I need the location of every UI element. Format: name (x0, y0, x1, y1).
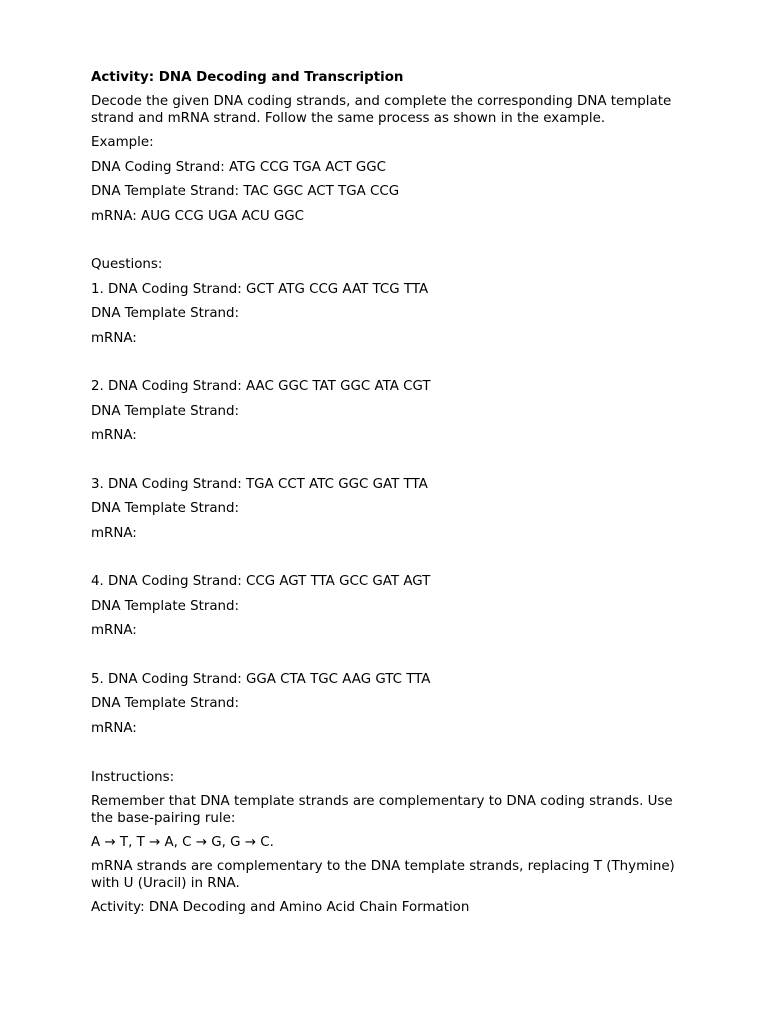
question-coding-strand: 4. DNA Coding Strand: CCG AGT TTA GCC GAT AGT (91, 574, 431, 590)
spacer (91, 550, 691, 574)
spacer (91, 648, 691, 672)
question-template-strand: DNA Template Strand: (91, 696, 240, 712)
question-mrna: mRNA: (91, 623, 137, 639)
question-template-strand: DNA Template Strand: (91, 501, 240, 517)
base-pairing-intro: Remember that DNA template strands are complementary to DNA coding strands. Use the base-pairing rule: (91, 793, 677, 826)
question-coding-strand: 1. DNA Coding Strand: GCT ATG CCG AAT TCG TTA (91, 281, 429, 297)
question-coding-strand: 3. DNA Coding Strand: TGA CCT ATC GGC GAT TTA (91, 476, 428, 492)
question-coding-strand: 2. DNA Coding Strand: AAC GGC TAT GGC ATA CGT (91, 379, 431, 395)
example-section (91, 135, 691, 225)
question-5 (91, 672, 691, 737)
document-title: Activity: DNA Decoding and Transcription (91, 70, 404, 85)
questions-heading: Questions: (91, 257, 163, 273)
question-2 (91, 379, 691, 444)
question-mrna: mRNA: (91, 525, 137, 541)
example-coding-strand: DNA Coding Strand: ATG CCG TGA ACT GGC (91, 159, 387, 175)
question-1 (91, 282, 691, 347)
question-4 (91, 574, 691, 639)
spacer (91, 355, 691, 379)
question-mrna: mRNA: (91, 720, 137, 736)
question-template-strand: DNA Template Strand: (91, 306, 240, 322)
spacer (91, 745, 691, 769)
instructions-heading: Instructions: (91, 769, 175, 785)
example-heading: Example: (91, 135, 154, 151)
document-page (91, 70, 691, 925)
mrna-note: mRNA strands are complementary to the DNA template strands, replacing T (Thymine) with U (Uracil) in RNA. (91, 859, 680, 891)
spacer (91, 233, 691, 257)
question-mrna: mRNA: (91, 428, 137, 444)
question-mrna: mRNA: (91, 330, 137, 346)
example-template-strand: DNA Template Strand: TAC GGC ACT TGA CCG (91, 184, 400, 200)
example-mrna: mRNA: AUG CCG UGA ACU GGC (91, 208, 305, 224)
instructions-section (91, 770, 691, 917)
question-template-strand: DNA Template Strand: (91, 403, 240, 419)
question-coding-strand: 5. DNA Coding Strand: GGA CTA TGC AAG GTC TTA (91, 671, 431, 687)
next-activity-title: Activity: DNA Decoding and Amino Acid Chain Formation (91, 900, 470, 916)
intro-paragraph: Decode the given DNA coding strands, and complete the corresponding DNA template strand and mRNA strand. Follow the same process as shown in the example. (91, 94, 676, 126)
question-3 (91, 477, 691, 542)
question-template-strand: DNA Template Strand: (91, 598, 240, 614)
base-pairing-rule: A → T, T → A, C → G, G → C. (91, 834, 274, 850)
spacer (91, 452, 691, 476)
